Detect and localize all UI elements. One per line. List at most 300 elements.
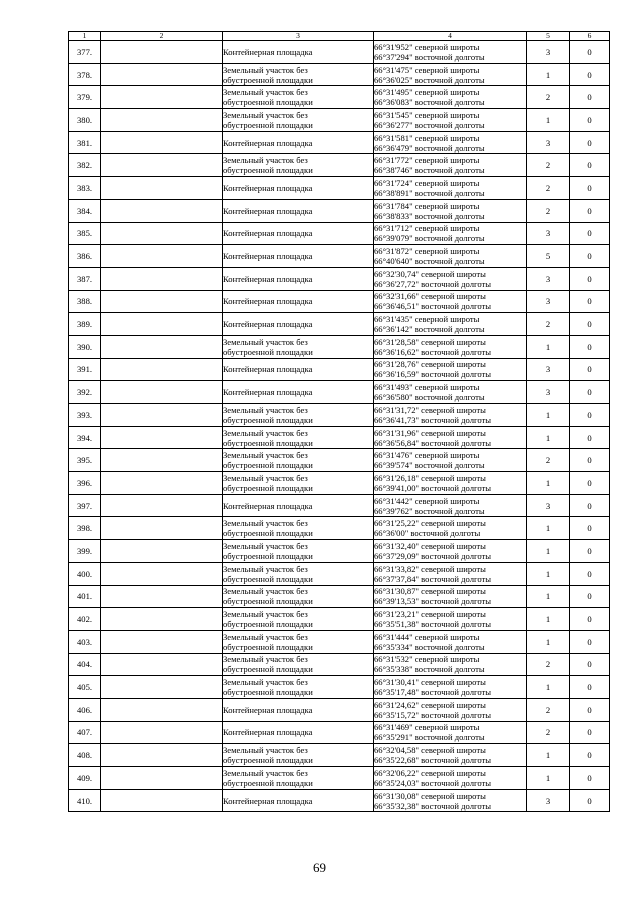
container-count-cell	[527, 199, 570, 222]
table-row	[69, 562, 610, 585]
table-row	[69, 313, 610, 336]
coordinate-line: 66°31'30,08" северной широты	[374, 790, 486, 801]
site-type-cell	[223, 131, 374, 154]
column-6-cell	[570, 154, 610, 177]
row-number: 389.	[76, 319, 93, 330]
column-6-cell	[570, 744, 610, 767]
empty-cell	[101, 517, 223, 540]
column-6-value: 0	[587, 455, 592, 466]
coordinate-line: 66°39'41,00" восточной долготы	[374, 482, 492, 493]
coordinates-cell	[374, 41, 527, 64]
coordinates-cell	[374, 767, 527, 790]
site-type-line: Контейнерная площадка	[223, 182, 313, 193]
container-count-cell	[527, 154, 570, 177]
row-number: 408.	[76, 750, 93, 761]
site-type-line: Контейнерная площадка	[223, 364, 313, 375]
coordinates-cell	[374, 290, 527, 313]
site-type-cell	[223, 381, 374, 404]
row-number-cell	[69, 404, 101, 427]
coordinates-cell	[374, 630, 527, 653]
coordinate-line: 66°31'493" северной широты	[374, 382, 480, 393]
column-6-value: 0	[587, 319, 592, 330]
site-type-line: обустроенной площадки	[223, 119, 313, 130]
container-count-cell	[527, 109, 570, 132]
site-type-cell	[223, 63, 374, 86]
row-number-cell	[69, 154, 101, 177]
table-row	[69, 358, 610, 381]
coordinate-line: 66°31'442" северной широты	[374, 495, 480, 506]
coordinates-cell	[374, 472, 527, 495]
empty-cell	[101, 222, 223, 245]
column-6-cell	[570, 540, 610, 563]
container-count: 2	[545, 659, 551, 670]
coordinate-line: 66°38'891" восточной долготы	[374, 187, 485, 198]
coordinate-line: 66°31'772" северной широты	[374, 155, 480, 166]
table-row	[69, 721, 610, 744]
site-type-cell	[223, 86, 374, 109]
row-number-cell	[69, 540, 101, 563]
header-cell-5: 5	[527, 32, 570, 41]
site-type-line: обустроенной площадки	[223, 74, 313, 85]
column-6-value: 0	[587, 545, 592, 556]
header-cell-6: 6	[570, 32, 610, 41]
row-number-cell	[69, 630, 101, 653]
container-count-cell	[527, 517, 570, 540]
container-count-cell	[527, 63, 570, 86]
coordinates-cell	[374, 86, 527, 109]
column-6-value: 0	[587, 795, 592, 806]
container-count: 2	[545, 92, 551, 103]
coordinate-line: 66°36'025" восточной долготы	[374, 74, 485, 85]
column-6-value: 0	[587, 46, 592, 57]
site-type-cell	[223, 789, 374, 812]
container-count-cell	[527, 381, 570, 404]
row-number-cell	[69, 109, 101, 132]
coordinate-line: 66°35'24,03" восточной долготы	[374, 777, 492, 788]
column-6-cell	[570, 404, 610, 427]
empty-cell	[101, 562, 223, 585]
site-type-line: Контейнерная площадка	[223, 704, 313, 715]
container-count: 1	[545, 750, 551, 761]
site-type-line: обустроенной площадки	[223, 528, 313, 539]
coordinate-line: 66°36'16,62" восточной долготы	[374, 346, 492, 357]
container-count: 1	[545, 114, 551, 125]
column-6-value: 0	[587, 182, 592, 193]
column-6-value: 0	[587, 500, 592, 511]
table-row	[69, 676, 610, 699]
row-number: 402.	[76, 614, 93, 625]
empty-cell	[101, 449, 223, 472]
site-type-line: Земельный участок без	[223, 767, 308, 778]
coordinates-cell	[374, 154, 527, 177]
site-type-line: Земельный участок без	[223, 609, 308, 620]
table-row	[69, 290, 610, 313]
coordinate-line: 66°31'28,58" северной широты	[374, 336, 486, 347]
site-type-cell	[223, 404, 374, 427]
site-type-cell	[223, 449, 374, 472]
coordinate-line: 66°38'833" восточной долготы	[374, 210, 485, 221]
container-count: 2	[545, 727, 551, 738]
column-6-value: 0	[587, 387, 592, 398]
coordinates-cell	[374, 698, 527, 721]
row-number: 393.	[76, 409, 93, 420]
container-count-cell	[527, 676, 570, 699]
site-type-line: обустроенной площадки	[223, 755, 313, 766]
column-6-value: 0	[587, 750, 592, 761]
container-count-cell	[527, 540, 570, 563]
site-type-line: Земельный участок без	[223, 677, 308, 688]
empty-cell	[101, 789, 223, 812]
column-6-value: 0	[587, 727, 592, 738]
coordinate-line: 66°36'41,73" восточной долготы	[374, 414, 492, 425]
coordinates-cell	[374, 653, 527, 676]
row-number-cell	[69, 222, 101, 245]
container-count: 1	[545, 614, 551, 625]
coordinate-line: 66°32'31,66" северной широты	[374, 291, 486, 302]
coordinate-line: 66°36'580" восточной долготы	[374, 392, 485, 403]
coordinate-line: 66°31'724" северной широты	[374, 177, 480, 188]
site-type-cell	[223, 540, 374, 563]
row-number: 381.	[76, 137, 93, 148]
column-6-value: 0	[587, 432, 592, 443]
container-count: 3	[545, 137, 551, 148]
site-type-line: Контейнерная площадка	[223, 296, 313, 307]
coordinate-line: 66°31'469" северной широты	[374, 722, 480, 733]
coordinate-line: 66°32'04,58" северной широты	[374, 745, 486, 756]
coordinate-line: 66°31'33,82" северной широты	[374, 563, 486, 574]
container-count-cell	[527, 358, 570, 381]
empty-cell	[101, 767, 223, 790]
site-type-cell	[223, 154, 374, 177]
row-number: 392.	[76, 387, 93, 398]
column-6-value: 0	[587, 364, 592, 375]
site-type-line: Земельный участок без	[223, 586, 308, 597]
coordinates-cell	[374, 222, 527, 245]
site-type-line: обустроенной площадки	[223, 664, 313, 675]
row-number: 394.	[76, 432, 93, 443]
site-type-line: обустроенной площадки	[223, 346, 313, 357]
site-type-line: обустроенной площадки	[223, 482, 313, 493]
empty-cell	[101, 608, 223, 631]
container-count: 1	[545, 432, 551, 443]
table-row	[69, 789, 610, 812]
empty-cell	[101, 245, 223, 268]
column-6-cell	[570, 358, 610, 381]
empty-cell	[101, 86, 223, 109]
coordinate-line: 66°35'334" восточной долготы	[374, 641, 485, 652]
coordinate-line: 66°31'28,76" северной широты	[374, 359, 486, 370]
coordinate-line: 66°31'475" северной широты	[374, 64, 480, 75]
coordinate-line: 66°35'17,48" восточной долготы	[374, 687, 492, 698]
container-count-cell	[527, 585, 570, 608]
column-6-value: 0	[587, 523, 592, 534]
column-6-cell	[570, 698, 610, 721]
coordinate-line: 66°32'06,22" северной широты	[374, 767, 486, 778]
site-type-line: обустроенной площадки	[223, 596, 313, 607]
column-6-value: 0	[587, 69, 592, 80]
coordinates-cell	[374, 676, 527, 699]
table-row	[69, 585, 610, 608]
row-number: 403.	[76, 636, 93, 647]
column-6-value: 0	[587, 114, 592, 125]
site-type-cell	[223, 721, 374, 744]
container-count: 3	[545, 500, 551, 511]
coordinate-line: 66°31'784" северной широты	[374, 200, 480, 211]
site-type-cell	[223, 608, 374, 631]
container-count: 1	[545, 341, 551, 352]
site-type-cell	[223, 313, 374, 336]
site-type-cell	[223, 698, 374, 721]
container-count-cell	[527, 698, 570, 721]
table-row	[69, 404, 610, 427]
column-6-cell	[570, 63, 610, 86]
container-count-cell	[527, 290, 570, 313]
site-type-line: Земельный участок без	[223, 64, 308, 75]
coordinate-line: 66°32'30,74" северной широты	[374, 268, 486, 279]
container-count-cell	[527, 721, 570, 744]
row-number-cell	[69, 358, 101, 381]
column-6-value: 0	[587, 409, 592, 420]
site-type-line: Контейнерная площадка	[223, 795, 313, 806]
container-count-cell	[527, 494, 570, 517]
row-number: 384.	[76, 205, 93, 216]
row-number-cell	[69, 41, 101, 64]
site-type-line: Земельный участок без	[223, 427, 308, 438]
container-count-cell	[527, 744, 570, 767]
column-6-value: 0	[587, 477, 592, 488]
site-type-cell	[223, 222, 374, 245]
site-type-line: Контейнерная площадка	[223, 137, 313, 148]
column-6-value: 0	[587, 682, 592, 693]
container-count-cell	[527, 245, 570, 268]
empty-cell	[101, 426, 223, 449]
site-type-line: Земельный участок без	[223, 404, 308, 415]
table-row	[69, 449, 610, 472]
empty-cell	[101, 177, 223, 200]
site-type-line: обустроенной площадки	[223, 777, 313, 788]
coordinates-cell	[374, 109, 527, 132]
site-type-line: Земельный участок без	[223, 631, 308, 642]
coordinate-line: 66°39'079" восточной долготы	[374, 233, 485, 244]
coordinate-line: 66°31'30,87" северной широты	[374, 586, 486, 597]
row-number: 383.	[76, 182, 93, 193]
table-row	[69, 177, 610, 200]
header-cell-4: 4	[374, 32, 527, 41]
row-number-cell	[69, 381, 101, 404]
site-type-line: Земельный участок без	[223, 87, 308, 98]
row-number: 404.	[76, 659, 93, 670]
coordinates-cell	[374, 789, 527, 812]
coordinate-line: 66°36'56,84" восточной долготы	[374, 437, 492, 448]
row-number: 410.	[76, 795, 93, 806]
coordinate-line: 66°36'00" восточной долготы	[374, 528, 481, 539]
coordinate-line: 66°31'476" северной широты	[374, 450, 480, 461]
table-row	[69, 767, 610, 790]
coordinate-line: 66°37'294" восточной долготы	[374, 51, 485, 62]
coordinates-cell	[374, 358, 527, 381]
row-number: 401.	[76, 591, 93, 602]
column-6-cell	[570, 449, 610, 472]
row-number-cell	[69, 267, 101, 290]
site-type-cell	[223, 630, 374, 653]
column-6-cell	[570, 426, 610, 449]
site-type-line: обустроенной площадки	[223, 437, 313, 448]
site-type-cell	[223, 335, 374, 358]
coordinate-line: 66°37'29,09" восточной долготы	[374, 550, 492, 561]
coordinate-line: 66°31'712" северной широты	[374, 223, 480, 234]
container-count-cell	[527, 653, 570, 676]
table-row	[69, 653, 610, 676]
container-count-cell	[527, 608, 570, 631]
table-row	[69, 381, 610, 404]
empty-cell	[101, 335, 223, 358]
container-count: 3	[545, 364, 551, 375]
row-number: 380.	[76, 114, 93, 125]
empty-cell	[101, 358, 223, 381]
table-row	[69, 608, 610, 631]
coordinates-cell	[374, 721, 527, 744]
site-type-line: Земельный участок без	[223, 540, 308, 551]
coordinate-line: 66°31'23,21" северной широты	[374, 609, 486, 620]
coordinate-line: 66°35'32,38" восточной долготы	[374, 800, 492, 811]
container-count: 2	[545, 182, 551, 193]
table-row	[69, 199, 610, 222]
row-number-cell	[69, 245, 101, 268]
row-number-cell	[69, 698, 101, 721]
site-type-cell	[223, 494, 374, 517]
coordinates-cell	[374, 335, 527, 358]
row-number-cell	[69, 86, 101, 109]
coordinate-line: 66°31'25,22" северной широты	[374, 518, 486, 529]
coordinate-line: 66°36'277" восточной долготы	[374, 119, 485, 130]
site-type-line: обустроенной площадки	[223, 687, 313, 698]
container-count: 1	[545, 477, 551, 488]
container-count: 1	[545, 591, 551, 602]
row-number-cell	[69, 721, 101, 744]
column-6-value: 0	[587, 614, 592, 625]
column-6-cell	[570, 767, 610, 790]
row-number-cell	[69, 313, 101, 336]
site-type-cell	[223, 676, 374, 699]
row-number: 379.	[76, 92, 93, 103]
row-number-cell	[69, 562, 101, 585]
site-type-line: Земельный участок без	[223, 563, 308, 574]
container-count-cell	[527, 335, 570, 358]
row-number-cell	[69, 653, 101, 676]
column-6-cell	[570, 177, 610, 200]
table-row	[69, 154, 610, 177]
column-6-value: 0	[587, 704, 592, 715]
table-row	[69, 540, 610, 563]
coordinate-line: 66°39'574" восточной долготы	[374, 460, 485, 471]
header-cell-2: 2	[101, 32, 223, 41]
column-6-cell	[570, 267, 610, 290]
row-number: 390.	[76, 341, 93, 352]
container-count-cell	[527, 426, 570, 449]
site-type-cell	[223, 426, 374, 449]
coordinate-line: 66°39'13,53" восточной долготы	[374, 596, 492, 607]
container-count-cell	[527, 222, 570, 245]
row-number: 395.	[76, 455, 93, 466]
row-number-cell	[69, 177, 101, 200]
empty-cell	[101, 63, 223, 86]
site-type-line: обустроенной площадки	[223, 550, 313, 561]
empty-cell	[101, 494, 223, 517]
column-6-cell	[570, 381, 610, 404]
site-type-line: Земельный участок без	[223, 109, 308, 120]
row-number: 406.	[76, 704, 93, 715]
container-count: 2	[545, 704, 551, 715]
row-number: 382.	[76, 160, 93, 171]
container-count-cell	[527, 767, 570, 790]
coordinate-line: 66°35'22,68" восточной долготы	[374, 755, 492, 766]
page-number: 69	[313, 860, 326, 875]
site-type-line: обустроенной площадки	[223, 414, 313, 425]
coordinates-cell	[374, 426, 527, 449]
row-number-cell	[69, 426, 101, 449]
table-row	[69, 41, 610, 64]
coordinates-cell	[374, 449, 527, 472]
table-row	[69, 630, 610, 653]
column-6-cell	[570, 86, 610, 109]
column-6-value: 0	[587, 92, 592, 103]
site-type-line: обустроенной площадки	[223, 573, 313, 584]
row-number: 377.	[76, 46, 93, 57]
column-6-cell	[570, 676, 610, 699]
coordinate-line: 66°36'27,72" восточной долготы	[374, 278, 492, 289]
site-type-line: Земельный участок без	[223, 336, 308, 347]
coordinate-line: 66°36'479" восточной долготы	[374, 142, 485, 153]
empty-cell	[101, 381, 223, 404]
site-type-line: Контейнерная площадка	[223, 46, 313, 57]
container-count: 5	[545, 251, 551, 262]
row-number: 405.	[76, 682, 93, 693]
coordinate-line: 66°36'142" восточной долготы	[374, 324, 485, 335]
site-type-line: обустроенной площадки	[223, 97, 313, 108]
column-6-cell	[570, 608, 610, 631]
column-6-value: 0	[587, 160, 592, 171]
container-count-cell	[527, 131, 570, 154]
container-count-cell	[527, 41, 570, 64]
empty-cell	[101, 698, 223, 721]
empty-cell	[101, 154, 223, 177]
row-number-cell	[69, 449, 101, 472]
column-6-cell	[570, 245, 610, 268]
column-6-cell	[570, 562, 610, 585]
column-6-cell	[570, 517, 610, 540]
column-6-cell	[570, 585, 610, 608]
coordinate-line: 66°37'37,84" восточной долготы	[374, 573, 492, 584]
column-6-cell	[570, 653, 610, 676]
coordinates-cell	[374, 562, 527, 585]
row-number-cell	[69, 585, 101, 608]
column-6-cell	[570, 290, 610, 313]
table-row	[69, 494, 610, 517]
container-count: 2	[545, 205, 551, 216]
coordinates-cell	[374, 540, 527, 563]
table-row	[69, 267, 610, 290]
header-row	[69, 32, 610, 41]
row-number-cell	[69, 63, 101, 86]
row-number: 398.	[76, 523, 93, 534]
row-number-cell	[69, 472, 101, 495]
empty-cell	[101, 585, 223, 608]
site-type-line: Земельный участок без	[223, 518, 308, 529]
column-6-cell	[570, 109, 610, 132]
site-type-cell	[223, 267, 374, 290]
site-type-line: обустроенной площадки	[223, 460, 313, 471]
table-row	[69, 131, 610, 154]
